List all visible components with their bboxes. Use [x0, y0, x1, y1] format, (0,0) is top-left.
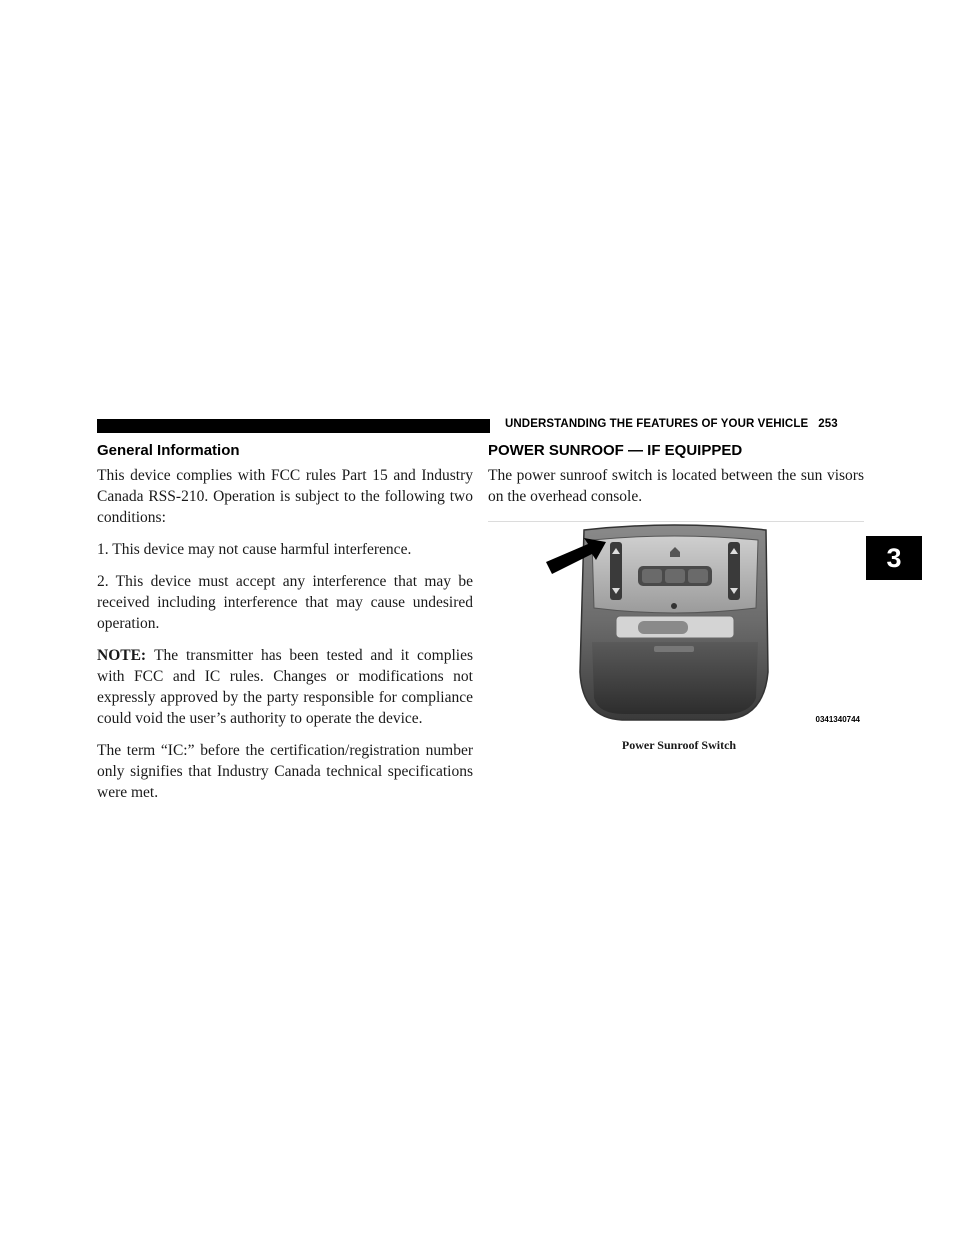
note-label: NOTE: [97, 647, 147, 664]
condition-1: 1. This device may not cause harmful interference. [97, 541, 412, 558]
note-paragraph [97, 645, 473, 729]
overhead-console-illustration [488, 522, 864, 726]
map-light-buttons [638, 621, 688, 634]
page-number: 253 [818, 418, 838, 430]
condition-2: 2. This device must accept any interference that may be received including interference that may cause undesired operation. [97, 573, 473, 632]
figure-id: 0341340744 [815, 715, 860, 724]
sunroof-intro: The power sunroof switch is located between the sun visors on the overhead console. [488, 467, 864, 505]
ic-paragraph: The term “IC:” before the certification/registration number only signifies that Industry Canada technical specifications were met. [97, 742, 473, 801]
fcc-paragraph: This device complies with FCC rules Part 15 and Industry Canada RSS-210. Operation is subject to the following two conditions: [97, 467, 473, 526]
header-bar [97, 419, 490, 433]
left-column [97, 442, 473, 814]
bin-handle [654, 646, 694, 652]
sensor-dot [671, 603, 677, 609]
section-tab: 3 [866, 536, 922, 580]
figure [488, 521, 864, 753]
power-sunroof-heading: POWER SUNROOF — IF EQUIPPED [488, 442, 743, 459]
chapter-title: UNDERSTANDING THE FEATURES OF YOUR VEHICLE [505, 418, 809, 430]
general-information-heading: General Information [97, 442, 240, 459]
right-column [488, 442, 864, 753]
note-text: The transmitter has been tested and it complies with FCC and IC rules. Changes or modifications not expressly approved by the party responsible for compliance could void the user’s authority to operate the device. [97, 647, 473, 727]
overhead-console-drawing [488, 522, 864, 726]
running-header [505, 418, 838, 430]
figure-caption: Power Sunroof Switch [621, 738, 737, 752]
